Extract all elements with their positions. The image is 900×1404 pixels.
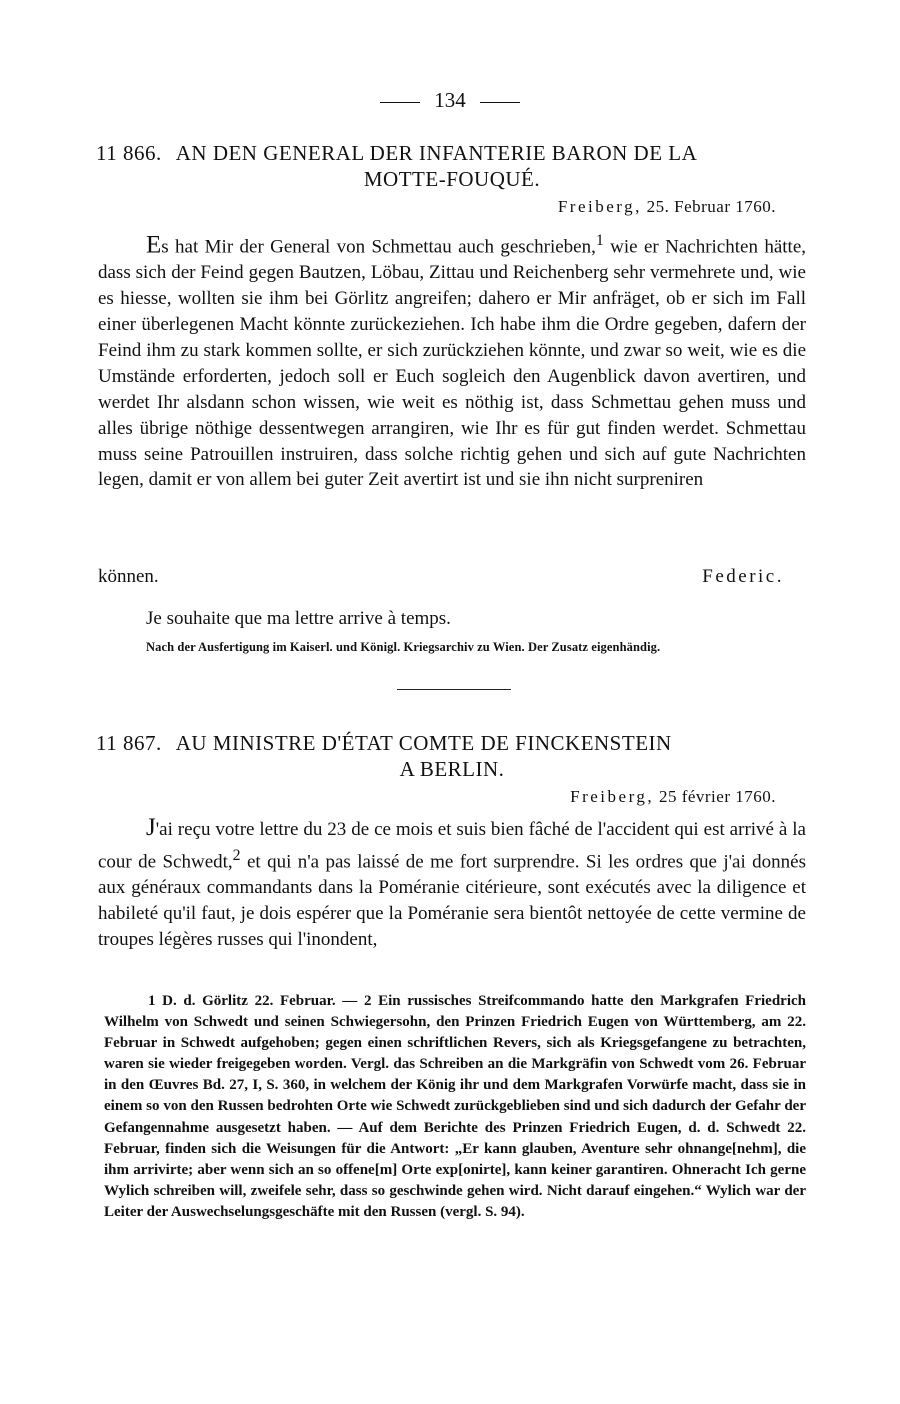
letter-2-initial: J [146,814,156,841]
letter-1-closing [98,566,784,588]
letter-2-number: 11 867. [96,731,162,755]
page-number-dash-left [380,102,420,103]
letter-1-body-start: s hat Mir der General von Schmettau auch geschrieben, [161,236,596,258]
letter-2-dateline [570,787,776,807]
page-number-text: 134 [434,88,466,112]
letter-1-number: 11 866. [96,141,162,165]
page-number [0,88,900,113]
section-divider [397,689,511,690]
letter-1-heading [96,140,808,192]
letter-2-heading [96,730,808,782]
footnote-ref-2: 2 [232,846,241,864]
letter-2-place: Freiberg, [570,787,655,806]
footnote-2-text: Ein russisches Streifcommando hatte den Markgrafen Friedrich Wilhelm von Schwedt und seinen Schwiegersohn, den Prinzen Friedrich Eugen von Württemberg, am 22. Februar in Schwedt aufgehoben; gegen einen schriftlichen Revers, sich als Kriegsgefangene zu betrachten, waren sie wieder freigegeben worden. Vergl. das Schreiben an die Markgräfin von Schwedt vom 26. Februar in den Œuvres Bd. 27, I, S. 360, in welchem der König ihr und dem Markgrafen Vorwürfe macht, dass sie in einem so von den Russen bedrohten Orte wie Schwedt zurückgeblieben sind und sich dadurch der Gefahr der Gefangennahme ausgesetzt haben. — Auf dem Berichte des Prinzen Friedrich Eugen, d. d. Schwedt 22. Februar, finden sich die Weisungen für die Antwort: „Er kann glauben, Aventure sehr ohnange[nehm], die ihm arrivirte; aber wenn sich an so offene[m] Orte exp[onirte], kann keiner garantiren. Ohneracht Ich gerne Wylich schreiben will, zweifele sehr, dass so geschwinde gehen wird. Nicht darauf eingehen.“ Wylich war der Leiter der Auswechselungsgeschäfte mit den Russen (vergl. S. 94). [104,993,806,1220]
letter-2-body-start: 'ai reçu votre lettre du 23 de ce mois et suis bien fâché de l'accident qui est arrivé à la cour de Schwedt, [98,819,806,873]
footnotes [104,991,806,1223]
letter-2-title-line1: AU MINISTRE D'ÉTAT COMTE DE FINCKENSTEIN [175,731,672,755]
letter-1-body-rest: wie er Nachrichten hätte, dass sich der Feind gegen Bautzen, Löbau, Zittau und Reichenberg sehr vermehrete und, wie es hiesse, wollten sie ihm bei Görlitz angreifen; dahero er Mir anfräget, ob er sich im Fall einer überlegenen Macht könnte zurückeziehen. Ich habe ihm die Ordre gegeben, dafern der Feind ihm zu stark kommen sollte, er sich zurückziehen könnte, und zwar so weit, wie es die Umstände erforderten, jedoch soll er Euch sogleich den Augenblick davon avertiren, und werdet Ihr alsdann schon wissen, wie weit es nöthig ist, dass Schmettau gehen muss und alles übrige nöthige dessentwegen arrangiren, wie Ihr es für gut finden werdet. Schmettau muss seine Patrouillen instruiren, dass solche richtig gehen und sich auf gute Nachrichten legen, damit er von allem bei guter Zeit avertirt ist und sie ihn nicht surpreniren [98,236,806,491]
letter-2-title-line2: A BERLIN. [399,757,505,781]
page-number-dash-right [480,102,520,103]
letter-1-paragraph [98,228,806,493]
footnote-paragraph [104,991,806,1223]
letter-1-signature: Federic. [702,566,784,587]
letter-1-date: 25. Februar 1760. [646,197,776,216]
footnote-1-text: D. d. Görlitz 22. Februar. — [155,993,364,1009]
letter-2-body-rest: et qui n'a pas laissé de me fort surprendre. Si les ordres que j'ai donnés aux généraux commandants dans la Poméranie citérieure, sont exécutés avec la diligence et habileté qu'il faut, je dois espérer que la Poméranie sera bientôt nettoyée de cette vermine de troupes légères russes qui l'inondent, [98,851,806,950]
letter-1-place: Freiberg, [557,197,642,216]
letter-1-source-note: Nach der Ausfertigung im Kaiserl. und Königl. Kriegsarchiv zu Wien. Der Zusatz eigenhändig. [146,640,661,654]
letter-1-initial: E [146,231,162,259]
letter-2-date: 25 février 1760. [658,787,776,806]
footnote-1-mark: 1 [148,993,156,1009]
letter-1-last-word: können. [98,566,159,587]
letter-1-dateline [558,197,776,217]
letter-1-postscript: Je souhaite que ma lettre arrive à temps. [146,608,451,629]
letter-2-paragraph [98,815,806,953]
letter-1-title-line2: MOTTE-FOUQUÉ. [363,167,541,191]
letter-1-body [98,228,806,493]
letter-2-body [98,815,806,953]
footnote-ref-1: 1 [595,232,604,249]
footnote-2-mark: 2 [363,993,372,1009]
letter-1-title-line1: AN DEN GENERAL DER INFANTERIE BARON DE LA [175,141,698,165]
